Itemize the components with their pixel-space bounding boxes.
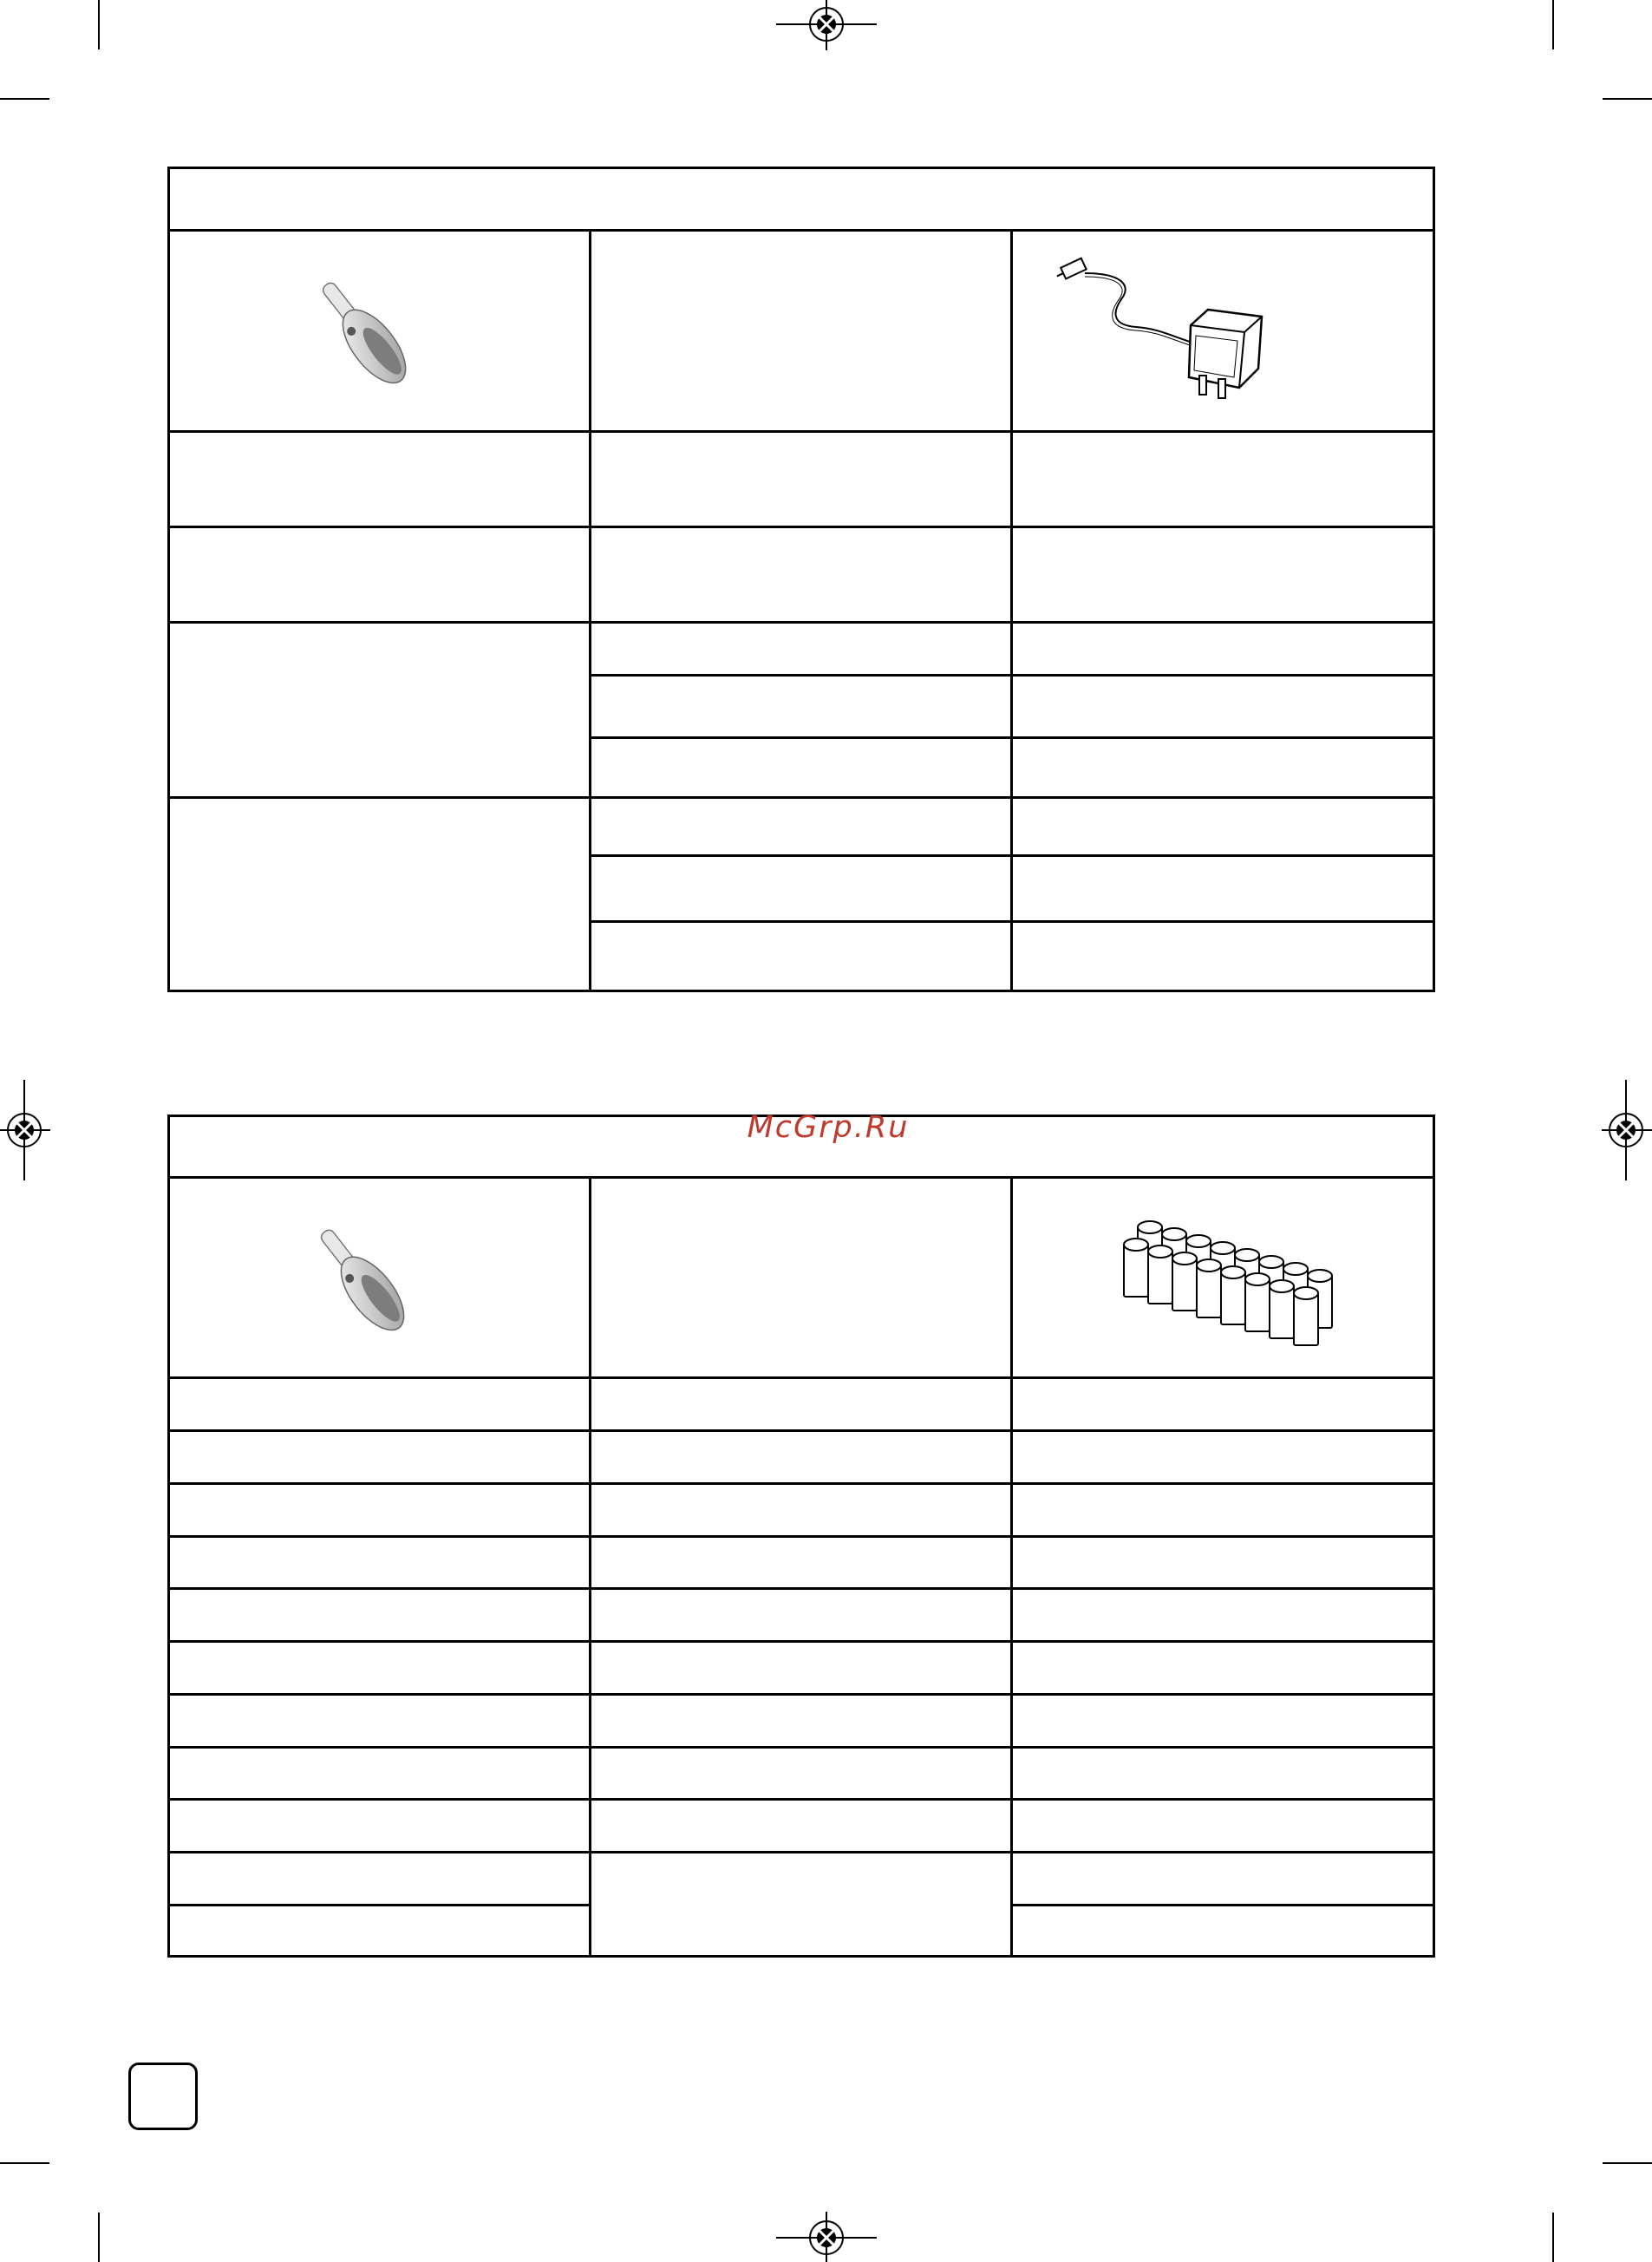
page-number-box <box>128 2063 198 2130</box>
watermark-text: McGrp.Ru <box>747 1110 910 1145</box>
registration-mark-bottom <box>776 2210 877 2262</box>
registration-mark-right <box>1600 1080 1652 1180</box>
registration-mark-left <box>0 1080 52 1180</box>
battery-pack-icon <box>1110 1219 1344 1362</box>
vacuum-icon <box>297 1214 428 1344</box>
vacuum-icon <box>299 267 429 397</box>
charger-icon <box>1054 247 1296 412</box>
registration-mark-top <box>776 0 877 52</box>
